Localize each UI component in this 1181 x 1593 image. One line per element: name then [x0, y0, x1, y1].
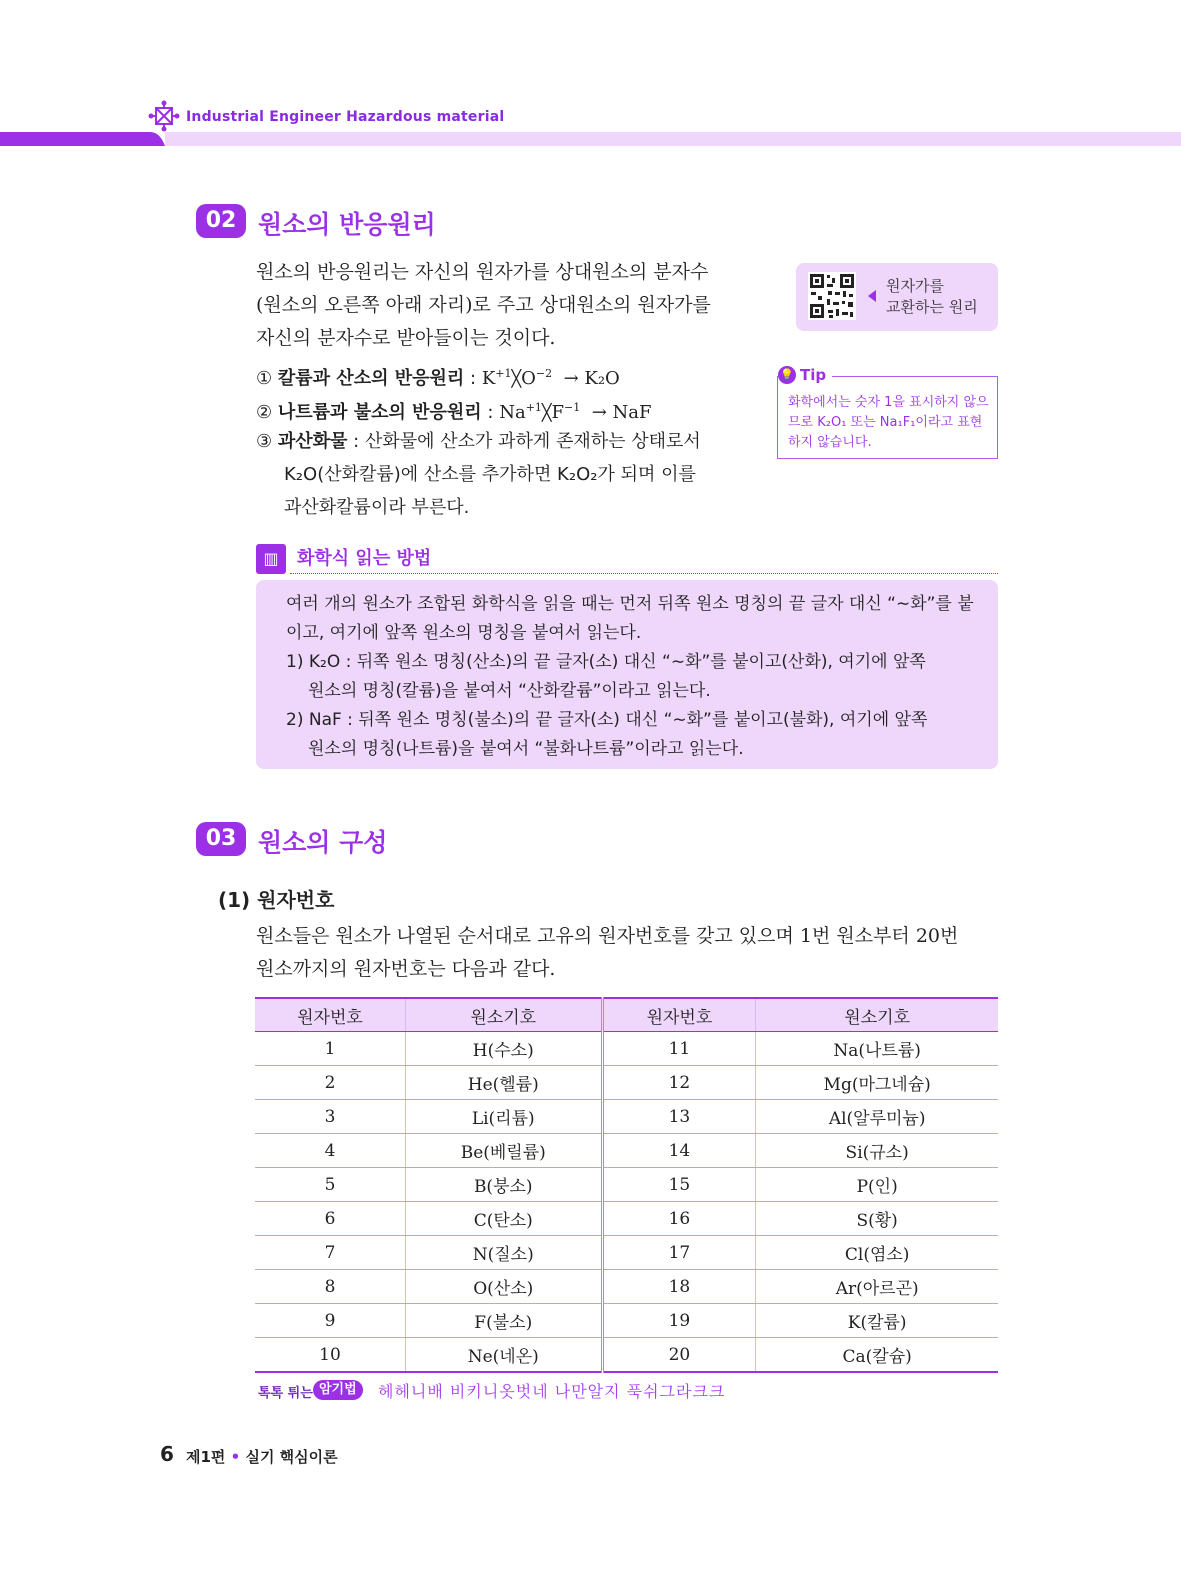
table-cell: 3 — [255, 1100, 405, 1134]
table-cell: B(붕소) — [405, 1168, 602, 1202]
table-cell: 15 — [602, 1168, 756, 1202]
section-02-number: 02 — [196, 204, 246, 238]
table-cell: K(칼륨) — [756, 1304, 998, 1338]
table-header-row — [255, 998, 998, 1032]
table-row — [255, 1066, 998, 1100]
table-row — [255, 1168, 998, 1202]
reaction-item-1: ① 칼륨과 산소의 반응원리 : $K^{+1}╳O^{-2} \to K_2O$ — [256, 367, 620, 389]
table-cell: 18 — [602, 1270, 756, 1304]
item-text: 산화물에 산소가 과하게 존재하는 상태로서 — [364, 431, 701, 452]
section-02-paragraph — [256, 256, 756, 355]
lightbulb-icon: 💡 — [778, 366, 796, 384]
table-cell: 12 — [602, 1066, 756, 1100]
table-cell: 16 — [602, 1202, 756, 1236]
header-title: Industrial Engineer Hazardous material — [186, 109, 505, 125]
table-cell: 13 — [602, 1100, 756, 1134]
section-03-paragraph — [256, 920, 1000, 986]
table-cell: Be(베릴륨) — [405, 1134, 602, 1168]
section-02-title: 원소의 반응원리 — [258, 210, 436, 239]
page-number: 6 — [160, 1442, 174, 1466]
dotted-divider — [290, 573, 998, 574]
reading-text — [286, 590, 976, 764]
reading-example: 원소의 명칭(나트륨)을 붙여서 “불화나트륨”이라고 읽는다. — [308, 739, 744, 759]
book-icon: ▥ — [256, 544, 286, 574]
table-cell: 10 — [255, 1338, 405, 1373]
item-marker: ① — [256, 368, 273, 389]
footer-dot: • — [230, 1448, 241, 1466]
table-row — [255, 1304, 998, 1338]
table-cell: He(헬륨) — [405, 1066, 602, 1100]
table-cell: S(황) — [756, 1202, 998, 1236]
paragraph-line: (원소의 오른쪽 아래 자리)로 주고 상대원소의 원자가를 — [256, 294, 711, 316]
item-marker: ② — [256, 402, 273, 423]
table-cell: Ar(아르곤) — [756, 1270, 998, 1304]
table-header: 원소기호 — [405, 998, 602, 1032]
table-row — [255, 1032, 998, 1066]
table-cell: 6 — [255, 1202, 405, 1236]
table-row — [255, 1270, 998, 1304]
table-cell: 9 — [255, 1304, 405, 1338]
cube-logo-icon — [148, 100, 180, 132]
table-cell: 14 — [602, 1134, 756, 1168]
subsection-title: (1) 원자번호 — [218, 888, 335, 912]
table-cell: O(산소) — [405, 1270, 602, 1304]
table-cell: H(수소) — [405, 1032, 602, 1066]
table-cell: Na(나트륨) — [756, 1032, 998, 1066]
table-cell: 19 — [602, 1304, 756, 1338]
table-cell: F(불소) — [405, 1304, 602, 1338]
table-cell: 11 — [602, 1032, 756, 1066]
reaction-item-2: ② 나트륨과 불소의 반응원리 : $Na^{+1}╳F^{-1}$ → NaF — [256, 401, 652, 423]
table-cell: 8 — [255, 1270, 405, 1304]
caret-left-icon — [868, 290, 876, 302]
table-cell: Li(리튬) — [405, 1100, 602, 1134]
item-text: K₂O(산화칼륨)에 산소를 추가하면 K₂O₂가 되며 이를 — [284, 464, 696, 485]
paragraph-line: 자신의 분자수로 받아들이는 것이다. — [256, 327, 556, 349]
paragraph-line: 원소들은 원소가 나열된 순서대로 고유의 원자번호를 갖고 있으며 1번 원소부터 20번 — [256, 925, 959, 947]
table-header: 원자번호 — [602, 998, 756, 1032]
table-header: 원자번호 — [255, 998, 405, 1032]
header-bar — [0, 130, 1181, 146]
table-header: 원소기호 — [756, 998, 998, 1032]
qr-code-icon[interactable] — [808, 272, 856, 320]
reaction-formula: $K^{+1}╳O^{-2} \to K_2O$ — [481, 367, 620, 389]
tip-text: 화학에서는 숫자 1을 표시하지 않으므로 K₂O₁ 또는 Na₁F₁이라고 표현하지 않습니다. — [788, 395, 989, 450]
table-cell: 1 — [255, 1032, 405, 1066]
table-cell: Ca(칼슘) — [756, 1338, 998, 1373]
table-row — [255, 1338, 998, 1373]
footer-chapter — [186, 1446, 338, 1467]
table-cell: 4 — [255, 1134, 405, 1168]
table-cell: Al(알루미늄) — [756, 1100, 998, 1134]
table-cell: Si(규소) — [756, 1134, 998, 1168]
table-row — [255, 1134, 998, 1168]
table-cell: 5 — [255, 1168, 405, 1202]
item-label: 칼륨과 산소의 반응원리 — [277, 368, 465, 389]
paragraph-line: 원소의 반응원리는 자신의 원자가를 상대원소의 분자수 — [256, 261, 709, 283]
reading-title: 화학식 읽는 방법 — [297, 548, 432, 569]
mnemonic-badge: 암기법 — [313, 1380, 363, 1400]
table-cell: 7 — [255, 1236, 405, 1270]
reading-example: 2) NaF : 뒤쪽 원소 명칭(불소)의 끝 글자(소) 대신 “∼화”를 붙이고(불화), 여기에 앞쪽 — [286, 710, 928, 730]
reading-example: 원소의 명칭(칼륨)을 붙여서 “산화칼륨”이라고 읽는다. — [308, 681, 711, 701]
item-label: 나트륨과 불소의 반응원리 — [277, 402, 482, 423]
tip-badge: Tip — [778, 365, 832, 385]
table-row — [255, 1202, 998, 1236]
table-cell: Mg(마그네슘) — [756, 1066, 998, 1100]
mnemonic-text: 헤헤니배 비키니옷벗네 나만알지 푹쉬그라크크 — [378, 1382, 726, 1401]
table-cell: N(질소) — [405, 1236, 602, 1270]
table-cell: 2 — [255, 1066, 405, 1100]
mnemonic-head: 톡톡 튀는 — [258, 1386, 313, 1401]
reaction-item-3: ③ 과산화물 : 산화물에 산소가 과하게 존재하는 상태로서 K₂O(산화칼륨)에 산소를 추가하면 K₂O₂가 되며 이를 과산화칼륨이라 부른다. — [256, 425, 756, 524]
section-03-number: 03 — [196, 822, 246, 856]
item-marker: ③ — [256, 431, 273, 452]
qr-label: 원자가를 교환하는 원리 — [886, 277, 978, 316]
footer-part: 제1편 — [186, 1448, 226, 1466]
table-row — [255, 1100, 998, 1134]
table-cell: 20 — [602, 1338, 756, 1373]
reaction-formula: $Na^{+1}╳F^{-1}$ → NaF — [499, 401, 652, 423]
item-label: 과산화물 — [277, 431, 348, 452]
table-cell: P(인) — [756, 1168, 998, 1202]
table-cell: 17 — [602, 1236, 756, 1270]
reading-intro: 여러 개의 원소가 조합된 화학식을 읽을 때는 먼저 뒤쪽 원소 명칭의 끝 글자 대신 “∼화”를 붙이고, 여기에 앞쪽 원소의 명칭을 붙여서 읽는다. — [286, 594, 974, 643]
table-cell: Cl(염소) — [756, 1236, 998, 1270]
table-row — [255, 1236, 998, 1270]
table-cell: Ne(네온) — [405, 1338, 602, 1373]
footer-chapter-name: 실기 핵심이론 — [245, 1448, 338, 1466]
item-text: 과산화칼륨이라 부른다. — [284, 497, 470, 518]
table-cell: C(탄소) — [405, 1202, 602, 1236]
atomic-number-table — [255, 997, 998, 1373]
section-03-title: 원소의 구성 — [258, 828, 388, 857]
reading-example: 1) K₂O : 뒤쪽 원소 명칭(산소)의 끝 글자(소) 대신 “∼화”를 붙이고(산화), 여기에 앞쪽 — [286, 652, 926, 672]
paragraph-line: 원소까지의 원자번호는 다음과 같다. — [256, 958, 556, 980]
